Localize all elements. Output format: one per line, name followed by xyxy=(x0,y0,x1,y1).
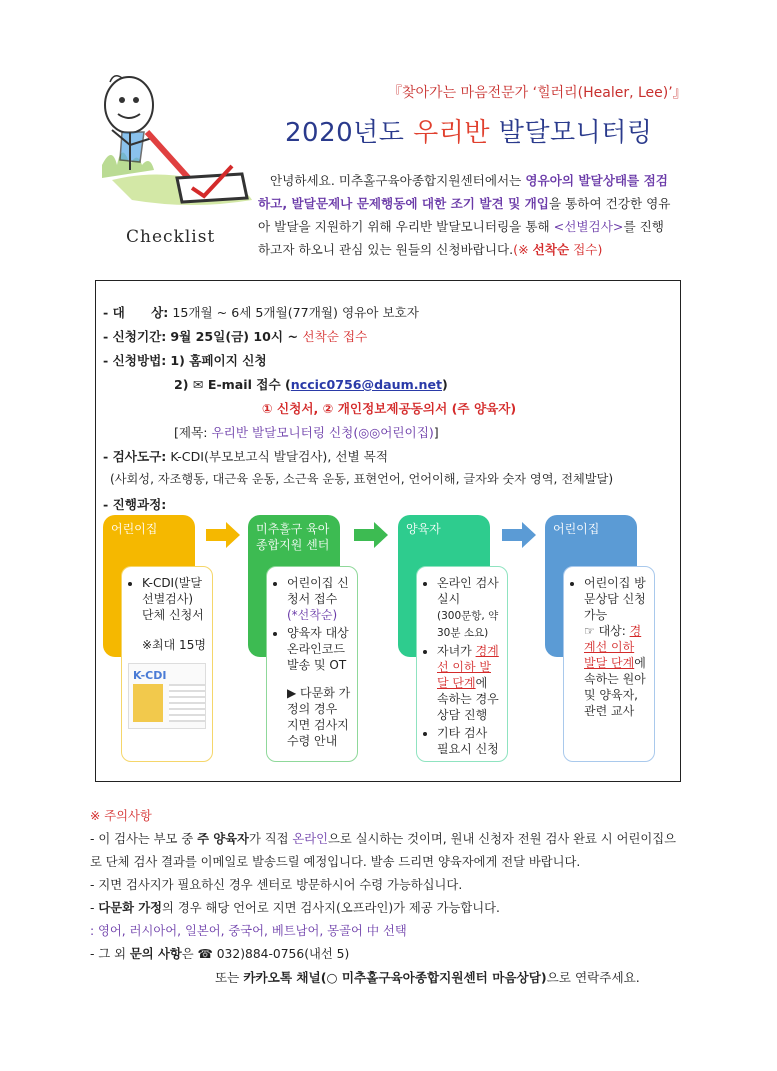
note-4-languages: : 영어, 러시아어, 일본어, 중국어, 베트남어, 몽골어 中 선택 xyxy=(90,924,407,938)
step-3-item-2-tail: 에 속하는 경우 상담 진행 xyxy=(437,676,499,722)
intro-highlight: 영유아의 발달상태를 점검하고, 발달문제나 문제행동에 대한 조기 발견 및 개입 xyxy=(258,173,668,211)
method-email-label: 2) ✉ E-mail 접수 ( xyxy=(174,377,291,392)
period-tail: 접수 xyxy=(338,329,368,344)
step-2-first-come: (*선착순) xyxy=(287,608,338,622)
process-step-3-card xyxy=(416,566,508,762)
tool-row xyxy=(103,446,388,465)
title-rest: 발달모니터링 xyxy=(490,118,653,148)
intro-note-close: 접수) xyxy=(569,242,603,257)
intro-paragraph xyxy=(258,169,676,261)
method-homepage: 1) 홈페이지 신청 xyxy=(170,353,267,368)
method-docs: ① 신청서, ② 개인정보제공동의서 (주 양육자) xyxy=(262,401,517,416)
step-2-item-2: • 양육자 대상 온라인코드 발송 및 OT xyxy=(287,625,351,673)
page-title xyxy=(285,112,653,149)
email-link[interactable]: nccic0756@daum.net xyxy=(290,377,443,392)
method-label: - 신청방법: xyxy=(103,353,167,368)
target-value: 15개월 ~ 6세 5개월(77개월) 영유아 보호자 xyxy=(172,305,419,320)
tool-label: - 검사도구: xyxy=(103,449,167,464)
process-step-1-head: 어린이집 xyxy=(111,522,158,536)
intro-screening: <선별검사> xyxy=(553,219,624,234)
stickman-checklist-icon xyxy=(92,70,257,230)
note-1-a: - 이 검사는 부모 중 xyxy=(90,832,198,846)
intro-text-3: 를 진행하고자 하오니 관심 있는 원들의 신청바랍니다. xyxy=(258,219,664,257)
tool-value: K-CDI(부모보고식 발달검사), 선별 목적 xyxy=(170,449,389,464)
checklist-label: Checklist xyxy=(126,227,216,247)
intro-text-2: 을 통하여 건강한 영유아 발달을 지원하기 위해 우리반 발달모니터링을 통해 xyxy=(258,196,671,234)
step-3-item-1-note: (300문항, 약 30분 소요) xyxy=(437,610,499,639)
process-step-4-head: 어린이집 xyxy=(553,522,600,536)
step-4-target-label: ☞ 대상: xyxy=(584,624,630,638)
process-step-3-head: 양육자 xyxy=(406,522,441,536)
method-row xyxy=(103,350,267,369)
note-6 xyxy=(215,967,640,986)
target-label: - 대 상: xyxy=(103,305,169,320)
period-label: - 신청기간: xyxy=(103,329,167,344)
note-2: - 지면 검사지가 필요하신 경우 센터로 방문하시어 수령 가능하십니다. xyxy=(90,878,463,892)
intro-text-1: 안녕하세요. 미추홀구육아종합지원센터에서는 xyxy=(270,173,526,188)
subject-row xyxy=(174,422,439,441)
note-3-a: - xyxy=(90,901,99,915)
target-row xyxy=(103,302,419,321)
note-3 xyxy=(90,897,690,920)
kcdi-thumb-label: K-CDI xyxy=(133,669,167,682)
step-3-item-2: 자녀가 xyxy=(437,644,476,658)
step-1-note: ※최대 15명 xyxy=(142,638,206,652)
note-1-cont: 로 단체 검사 결과를 이메일로 발송드릴 예정입니다. 발송 드리면 양육자에게 전달 바랍니다. xyxy=(90,855,581,869)
tool-areas: (사회성, 자조행동, 대근육 운동, 소근육 운동, 표현언어, 언어이해, 글자와 숫자 영역, 전체발달) xyxy=(110,472,614,486)
note-5-inquiry: 문의 사항 xyxy=(129,947,182,961)
kcdi-thumbnail xyxy=(128,663,206,729)
note-3-c: 의 경우 해당 언어로 지면 검사지(오프라인)가 제공 가능합니다. xyxy=(162,901,500,915)
step-2-item-1: 어린이집 신청서 접수 xyxy=(287,576,349,606)
note-5-phone: 은 ☎ 032)884-0756(내선 5) xyxy=(181,947,350,961)
step-1-item: • K-CDI(발달 선별검사) 단체 신청서 xyxy=(142,575,206,623)
arrow-right-icon xyxy=(206,522,240,548)
step-3-item-1: 온라인 검사 실시 xyxy=(437,576,499,606)
note-5-a: - 그 외 xyxy=(90,947,130,961)
notes-title: ※ 주의사항 xyxy=(90,809,152,823)
note-6-c: 으로 연락주세요. xyxy=(546,970,640,985)
notes-section xyxy=(90,805,690,966)
subject-open: [제목: xyxy=(174,425,212,440)
step-4-borderline: 경계선 이하 발달 단계 xyxy=(584,624,642,670)
arrow-right-icon xyxy=(354,522,388,548)
title-year: 2020년도 xyxy=(285,118,414,148)
period-first-come: 선착순 xyxy=(302,329,339,344)
subject-close: ] xyxy=(433,425,439,440)
period-row xyxy=(103,326,367,345)
intro-first-come: 선착순 xyxy=(532,242,570,257)
subject-text: 우리반 발달모니터링 신청(◎◎어린이집) xyxy=(211,425,434,440)
process-label: - 진행과정: xyxy=(103,497,167,512)
title-highlight: 우리반 xyxy=(413,118,491,148)
step-4-target-tail: 에 속하는 원아 및 양육자, 관련 교사 xyxy=(584,656,646,718)
note-6-a: 또는 xyxy=(215,970,244,985)
step-2-multicultural: ▶ 다문화 가정의 경우 지면 검사지 수령 안내 xyxy=(287,686,351,748)
note-1-online: 온라인 xyxy=(292,832,329,846)
period-value: 9월 25일(금) 10시 ~ xyxy=(170,329,303,344)
step-3-item-3: • 기타 검사 필요시 신청 xyxy=(437,725,501,757)
note-5 xyxy=(90,943,690,966)
note-1-c: 가 직접 xyxy=(248,832,293,846)
note-1-primary-caregiver: 주 양육자 xyxy=(197,832,249,846)
method-email-close: ) xyxy=(442,377,448,392)
note-1-e: 으로 실시하는 것이며, 원내 신청자 전원 검사 완료 시 어린이집으 xyxy=(328,832,676,846)
note-3-multicultural: 다문화 가정 xyxy=(98,901,163,915)
kakao-channel: 카카오톡 채널(○ 미추홀구육아종합지원센터 마음상담) xyxy=(243,970,547,985)
step-4-item-1: 어린이집 방문상담 신청 가능 xyxy=(584,576,646,622)
process-step-4-card xyxy=(563,566,655,762)
process-step-2-head: 미추홀구 육아종합지원 센터 xyxy=(256,522,330,552)
method-email-row xyxy=(174,374,448,393)
process-step-1-card xyxy=(121,566,213,762)
process-step-2-card xyxy=(266,566,358,762)
step-3-borderline: 경계선 이하 발달 단계 xyxy=(437,644,499,690)
arrow-right-icon xyxy=(502,522,536,548)
intro-note-open: (※ xyxy=(513,242,533,257)
note-1 xyxy=(90,828,690,851)
subtitle: 『찾아가는 마음전문가 ‘힐러리(Healer, Lee)’』 xyxy=(388,85,687,101)
